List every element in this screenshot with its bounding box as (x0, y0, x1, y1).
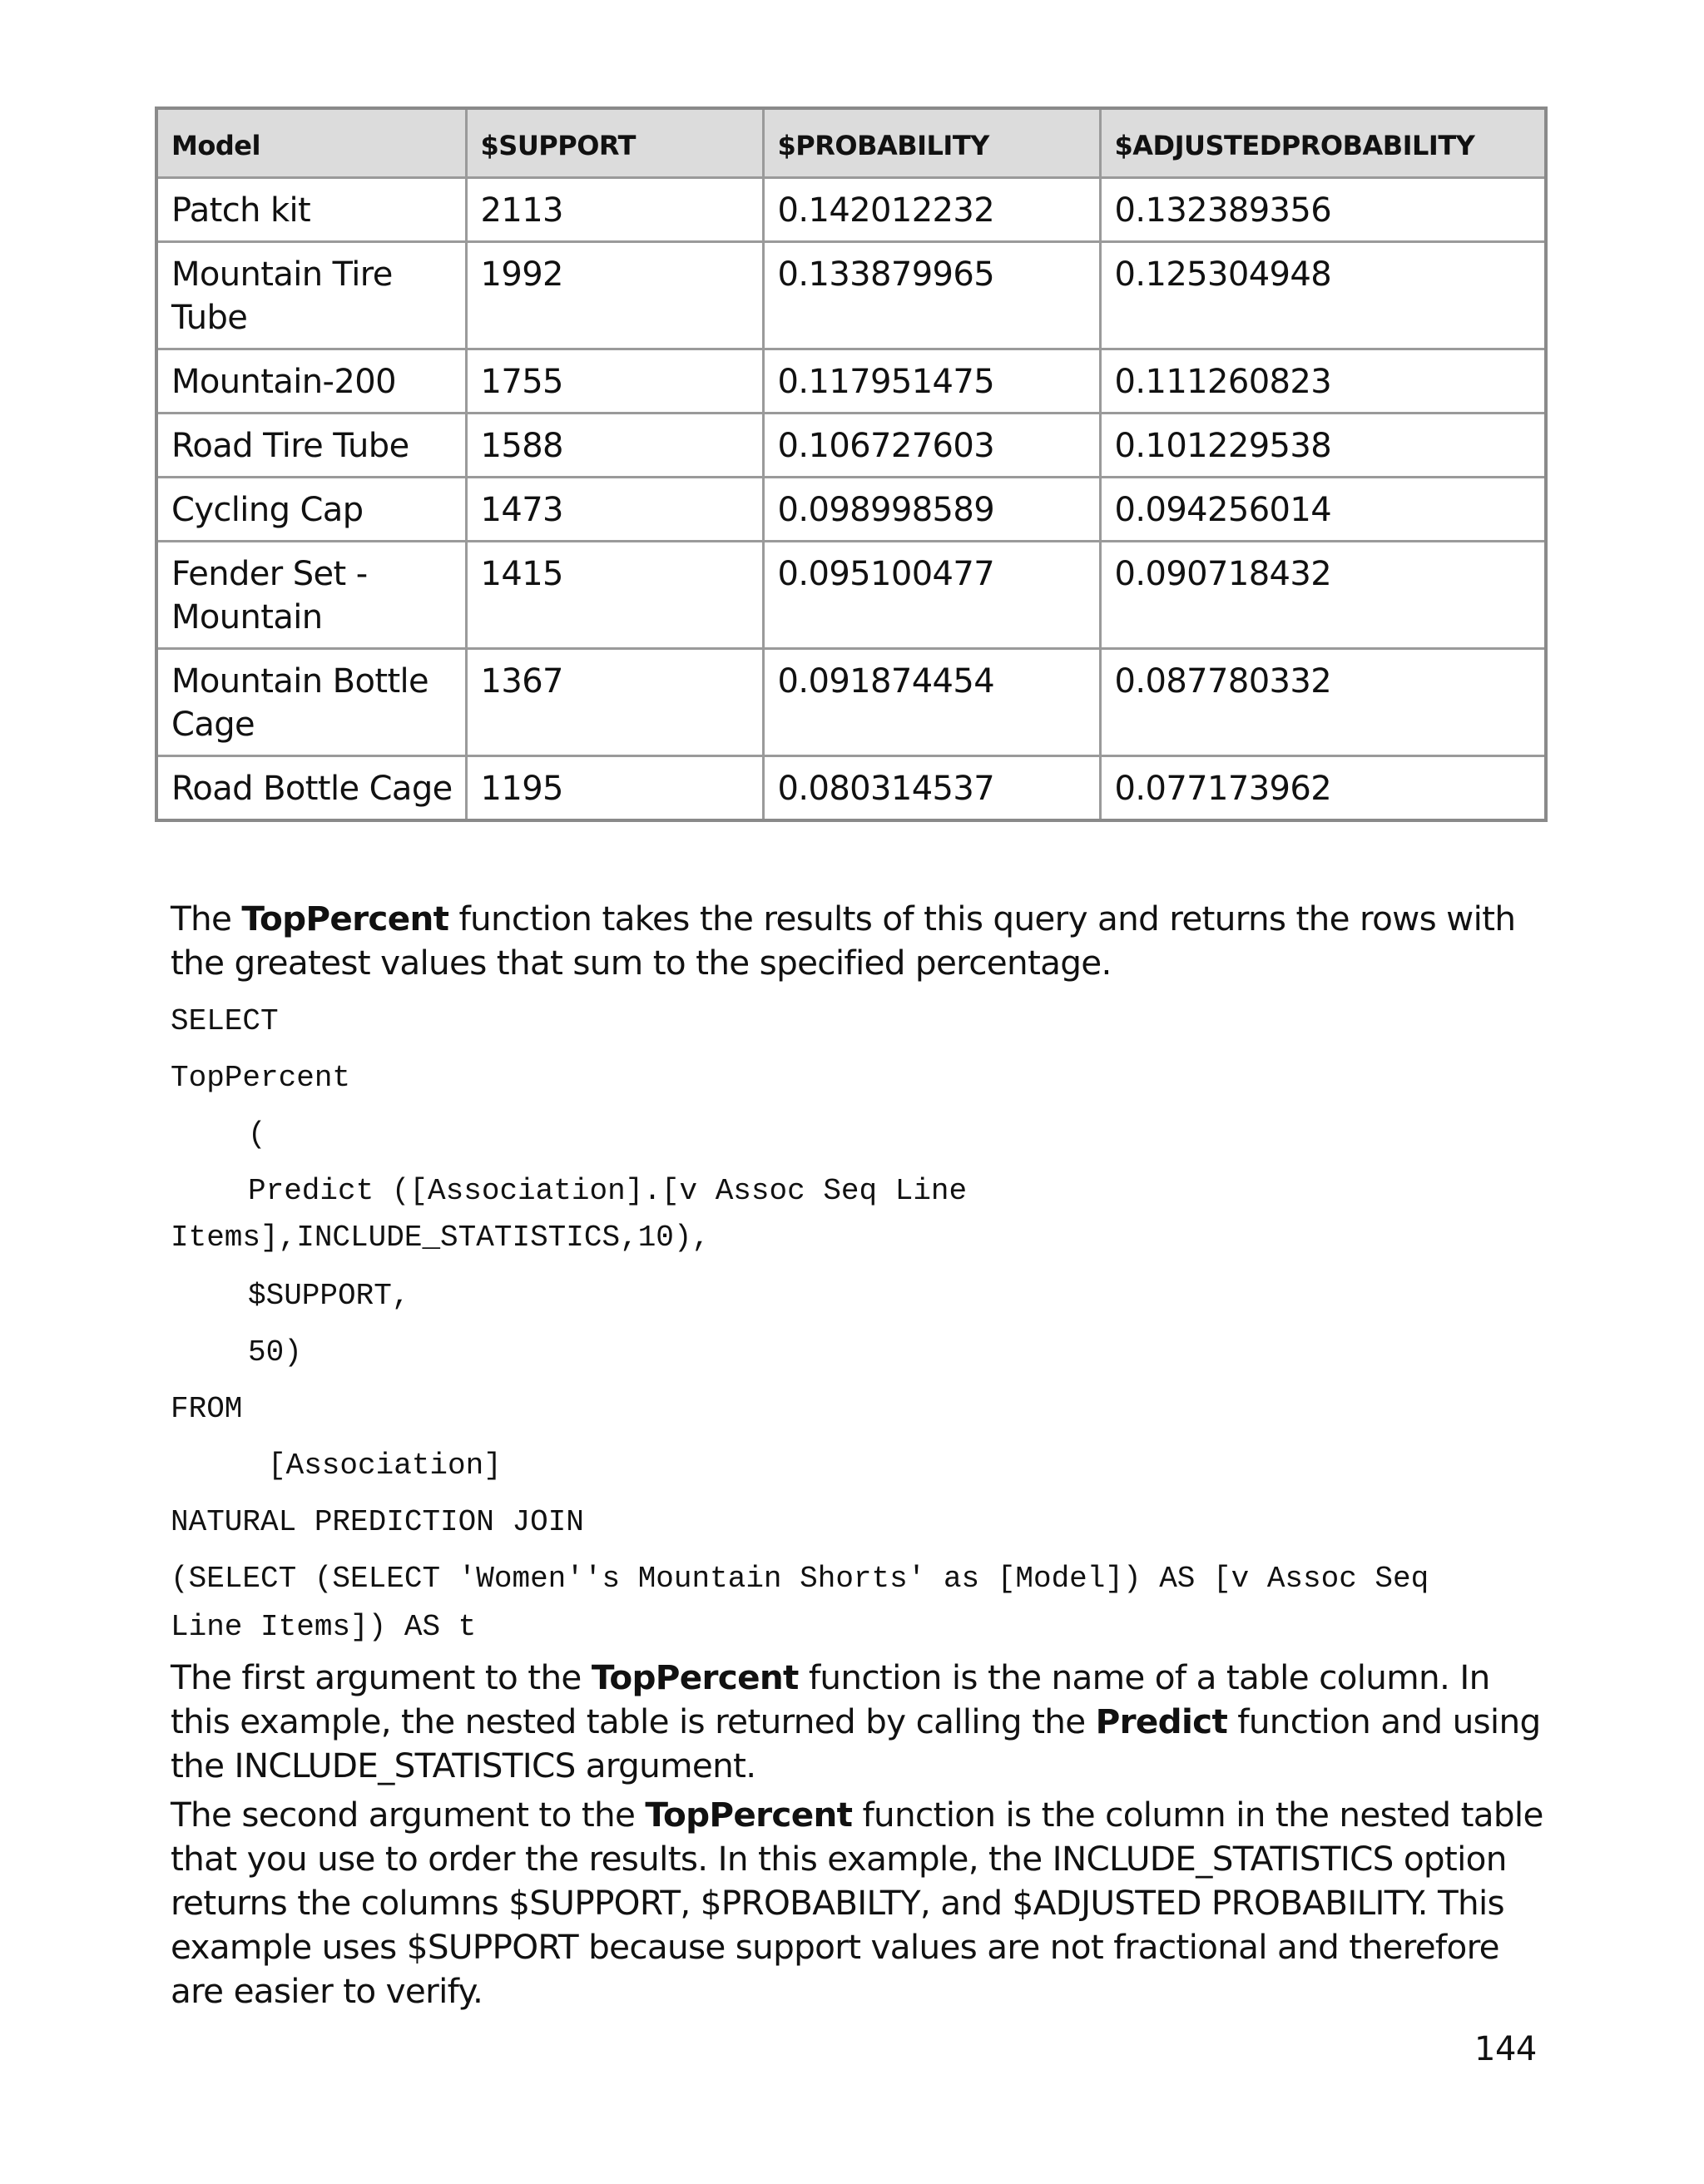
code-line: FROM (171, 1392, 243, 1426)
second-argument-paragraph (171, 1793, 1552, 2013)
cell-support: 1415 (466, 542, 763, 649)
cell-model: Mountain Tire Tube (156, 242, 466, 349)
cell-probability: 0.095100477 (763, 542, 1100, 649)
header-support: $SUPPORT (466, 108, 763, 178)
code-line: TopPercent (171, 1061, 351, 1095)
text-run: function and using the INCLUDE_STATISTICS argument. (171, 1701, 1541, 1785)
cell-probability: 0.133879965 (763, 242, 1100, 349)
code-line: $SUPPORT, (248, 1279, 410, 1313)
table-row (156, 242, 1546, 349)
code-line: Predict ([Association].[v Assoc Seq Line (248, 1174, 968, 1208)
code-line: NATURAL PREDICTION JOIN (171, 1505, 584, 1539)
cell-model: Patch kit (156, 178, 466, 242)
cell-adjusted-probability: 0.087780332 (1100, 649, 1546, 756)
table-row (156, 756, 1546, 821)
code-line: Line Items]) AS t (171, 1610, 477, 1644)
cell-model: Road Tire Tube (156, 414, 466, 478)
table-row (156, 178, 1546, 242)
code-line: 50) (248, 1335, 302, 1369)
cell-adjusted-probability: 0.125304948 (1100, 242, 1546, 349)
text-run: function is the column in the nested table that you use to order the results. In this example, the INCLUDE_STATISTICS option returns the columns $SUPPORT, $PROBABILTY, and $ADJUSTED PROBABILITY. This example uses $SUPPORT because support values are not fractional and therefore are easier to verify. (171, 1795, 1543, 2011)
text-run: function takes the results of this query and returns the rows with the greatest values that sum to the specified percentage. (171, 899, 1516, 983)
cell-probability: 0.098998589 (763, 478, 1100, 542)
bold-term: TopPercent (591, 1657, 799, 1697)
bold-term: TopPercent (645, 1795, 853, 1835)
cell-support: 1473 (466, 478, 763, 542)
cell-support: 2113 (466, 178, 763, 242)
cell-model: Cycling Cap (156, 478, 466, 542)
cell-adjusted-probability: 0.077173962 (1100, 756, 1546, 821)
table-row (156, 478, 1546, 542)
header-adjusted-probability: $ADJUSTEDPROBABILITY (1100, 108, 1546, 178)
code-line: Items],INCLUDE_STATISTICS,10), (171, 1221, 711, 1255)
cell-adjusted-probability: 0.090718432 (1100, 542, 1546, 649)
cell-adjusted-probability: 0.111260823 (1100, 349, 1546, 414)
cell-support: 1588 (466, 414, 763, 478)
cell-support: 1367 (466, 649, 763, 756)
page-number: 144 (1474, 2030, 1537, 2068)
first-argument-paragraph (171, 1656, 1552, 1788)
cell-probability: 0.106727603 (763, 414, 1100, 478)
cell-support: 1195 (466, 756, 763, 821)
code-line: SELECT (171, 1004, 279, 1038)
text-run: The second argument to the (171, 1795, 646, 1835)
code-line: [Association] (268, 1449, 502, 1483)
table-header-row (156, 108, 1546, 178)
bold-term: TopPercent (241, 899, 449, 938)
cell-support: 1992 (466, 242, 763, 349)
cell-model: Fender Set - Mountain (156, 542, 466, 649)
header-probability: $PROBABILITY (763, 108, 1100, 178)
code-line: (SELECT (SELECT 'Women''s Mountain Shorts' as [Model]) AS [v Assoc Seq (171, 1562, 1429, 1596)
cell-adjusted-probability: 0.101229538 (1100, 414, 1546, 478)
cell-adjusted-probability: 0.132389356 (1100, 178, 1546, 242)
cell-model: Mountain Bottle Cage (156, 649, 466, 756)
cell-probability: 0.080314537 (763, 756, 1100, 821)
code-line: ( (248, 1117, 266, 1151)
bold-term: Predict (1095, 1701, 1228, 1741)
cell-support: 1755 (466, 349, 763, 414)
text-run: The first argument to the (171, 1657, 592, 1697)
intro-paragraph (171, 897, 1552, 985)
cell-probability: 0.142012232 (763, 178, 1100, 242)
header-model: Model (156, 108, 466, 178)
cell-probability: 0.117951475 (763, 349, 1100, 414)
cell-probability: 0.091874454 (763, 649, 1100, 756)
cell-adjusted-probability: 0.094256014 (1100, 478, 1546, 542)
table-row (156, 349, 1546, 414)
text-run: function is the name of a table column. In this example, the nested table is returned by calling the (171, 1657, 1490, 1741)
cell-model: Mountain-200 (156, 349, 466, 414)
text-run: The (171, 899, 242, 938)
results-table (155, 106, 1548, 822)
table-row (156, 414, 1546, 478)
table-row (156, 542, 1546, 649)
table-row (156, 649, 1546, 756)
cell-model: Road Bottle Cage (156, 756, 466, 821)
